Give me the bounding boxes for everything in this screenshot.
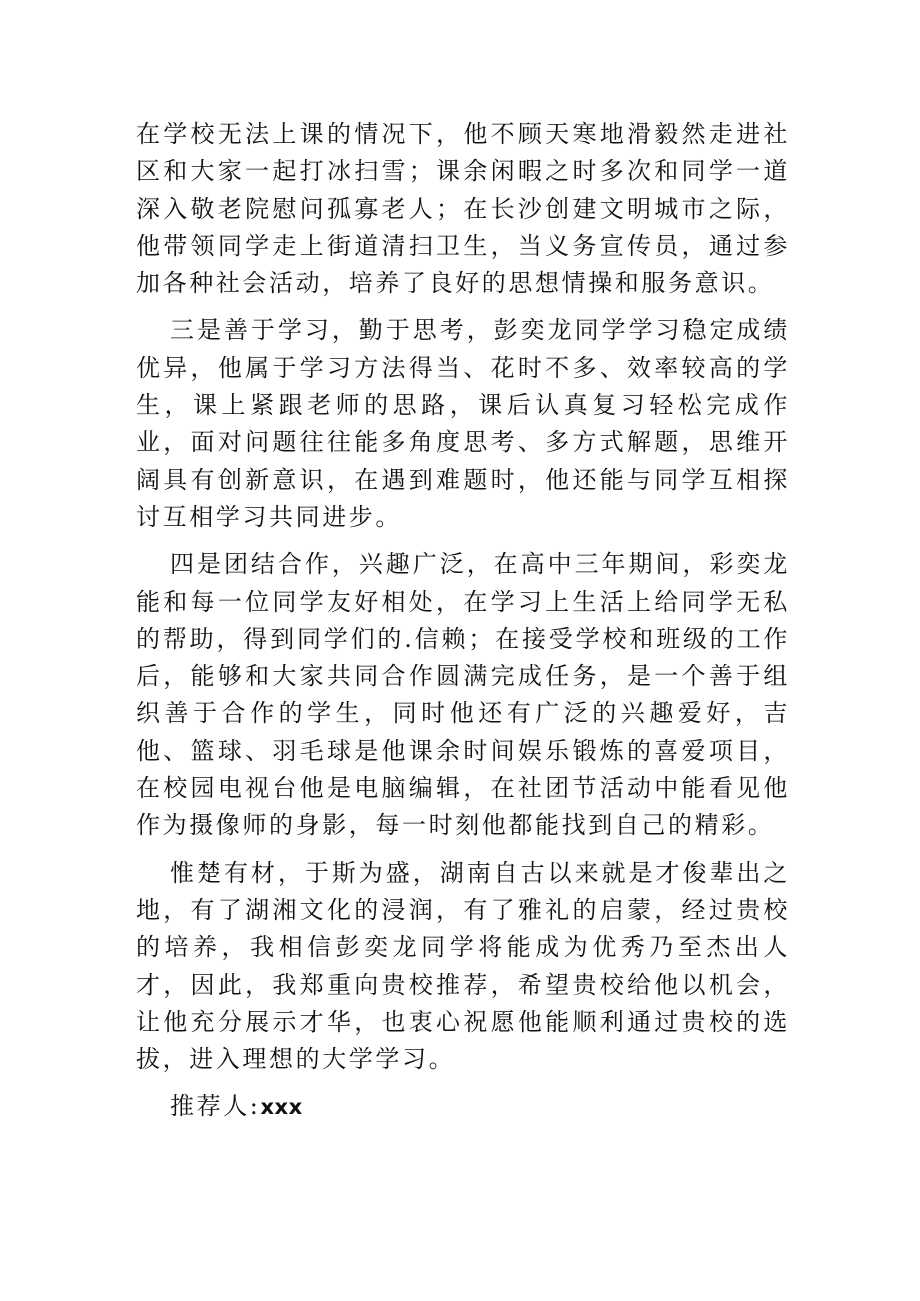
signature-name: xxx xyxy=(260,1095,303,1120)
signature-line xyxy=(136,1088,790,1126)
document-body xyxy=(136,116,790,1127)
signature-label: 推荐人: xyxy=(170,1092,261,1121)
paragraph-teamwork: 四是团结合作，兴趣广泛，在高中三年期间，彩奕龙能和每一位同学友好相处，在学习上生活上给同学无私的帮助，得到同学们的.信赖；在接受学校和班级的工作后，能够和大家共同合作圆满完成任务，是一个善于组织善于合作的学生，同时他还有广泛的兴趣爱好，吉他、篮球、羽毛球是他课余时间娱乐锻炼的喜爱项目，在校园电视台他是电脑编辑，在社团节活动中能看见他作为摄像师的身影，每一时刻他都能找到自己的精彩。 xyxy=(136,550,790,840)
paragraph-study: 三是善于学习，勤于思考，彭奕龙同学学习稳定成绩优异，他属于学习方法得当、花时不多、效率较高的学生，课上紧跟老师的思路，课后认真复习轻松完成作业，面对问题往往能多角度思考、多方式解题，思维开阔具有创新意识，在遇到难题时，他还能与同学互相探讨互相学习共同进步。 xyxy=(136,316,790,531)
paragraph-recommendation: 惟楚有材，于斯为盛，湖南自古以来就是才俊辈出之地，有了湖湘文化的浸润，有了雅礼的启蒙，经过贵校的培养，我相信彭奕龙同学将能成为优秀乃至杰出人才，因此，我郑重向贵校推荐，希望贵校给他以机会，让他充分展示才华，也衷心祝愿他能顺利通过贵校的选拔，进入理想的大学学习。 xyxy=(136,858,790,1074)
paragraph-community-service: 在学校无法上课的情况下，他不顾天寒地滑毅然走进社区和大家一起打冰扫雪；课余闲暇之时多次和同学一道深入敬老院慰问孤寡老人；在长沙创建文明城市之际，他带领同学走上街道清扫卫生，当义务宣传员，通过参加各种社会活动，培养了良好的思想情操和服务意识。 xyxy=(136,120,790,298)
